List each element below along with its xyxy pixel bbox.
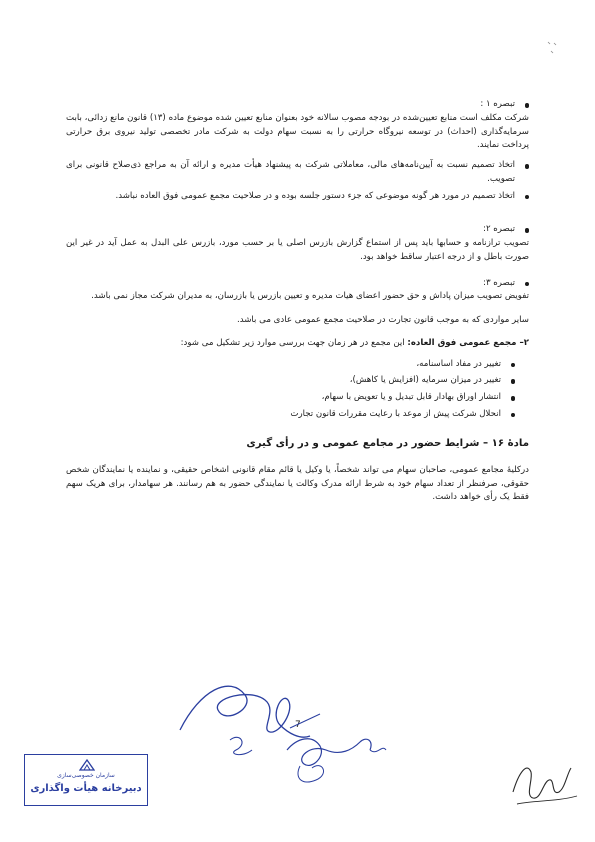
note-1-title: تبصره ۱ : [66, 98, 529, 112]
signature-3 [505, 752, 585, 812]
extraordinary-assembly-paragraph [66, 337, 529, 351]
document-body [66, 98, 529, 505]
note-1-body: شرکت مکلف است منابع تعیین‌شده در بودجه مصوب سالانه خود بعنوان منابع تعیین شده موضوع ماده (۱۳) قانون مانع زدائی، بابت سرمایه‌گذاری (احداث) در توسعه نیروگاه حرارتی را به نسبت سهام دولت به شرکت مادر تخصصی تولید نیروی برق حرارتی پرداخت نمایند. [66, 112, 529, 151]
other-items-text: سایر مواردی که به موجب قانون تجارت در صلاحیت مجمع عمومی عادی می باشد. [236, 315, 529, 325]
list-item: تغییر در میزان سرمایه (افزایش یا کاهش)، [66, 374, 515, 388]
list-item: انحلال شرکت پیش از موعد با رعایت مقررات قانون تجارت [66, 408, 515, 422]
list-item: تغییر در مفاد اساسنامه، [66, 358, 515, 372]
stamp-organization: سازمان خصوصی‌سازی [57, 772, 115, 779]
list-item-agenda-decisions: اتخاذ تصمیم در مورد هر گونه موضوعی که جزء دستور جلسه بوده و در صلاحیت مجمع عمومی فوق العاده نباشد. [66, 190, 529, 204]
stamp-department: دبیرخانه هیأت واگذاری [30, 783, 142, 794]
note-2-title: تبصره ۲: [66, 223, 529, 237]
note-2-body: تصویب ترازنامه و حسابها باید پس از استماع گزارش بازرس اصلی یا بر حسب مورد، بازرس علی البدل به عمل آید در غیر این صورت باطل و از درجه اعتبار ساقط خواهد بود. [66, 238, 529, 262]
margin-marks [545, 40, 559, 56]
article-16-heading: مادهٔ ۱۶ – شرایط حضور در مجامع عمومی و در رأی گیری [246, 437, 529, 449]
list-item: انتشار اوراق بهادار قابل تبدیل و یا تعویض با سهام، [66, 391, 515, 405]
official-stamp [24, 754, 148, 806]
extraordinary-assembly-intro: این مجمع در هر زمان جهت بررسی موارد زیر تشکیل می شود: [180, 337, 408, 348]
signature-2 [282, 720, 392, 790]
article-16-body: درکلیهٔ مجامع عمومی، صاحبان سهام می تواند شخصاً، یا وکیل یا قائم مقام قانونی اشخاص حقیقی، و نماینده یا نمایندگان شخص حقوقی، صرفنظر از تعداد سهام خود به شرط ارائه مدرک وکالت یا نمایندگی حضور به هم رسانند. هر سهامدار، برای هریک سهم فقط یک رأی خواهد داشت. [66, 464, 529, 503]
note-3-body: تفویض تصویب میزان پاداش و حق حضور اعضای هیات مدیره و تعیین بازرس یا بازرسان، به مدیران شرکت مجاز نمی باشد. [91, 291, 529, 302]
emblem-icon [79, 758, 95, 771]
list-item-financial-regulations: اتخاذ تصمیم نسبت به آیین‌نامه‌های مالی، معاملاتی شرکت به پیشنهاد هیأت مدیره و ارائه آن به مراجع ذی‌صلاح قانونی برای تصویب. [66, 159, 529, 187]
extraordinary-assembly-title: ۲– مجمع عمومی فوق العاده: [407, 337, 529, 348]
page-number: 7 [295, 720, 301, 730]
extraordinary-items-list [66, 358, 529, 422]
note-3-title: تبصره ۳: [66, 277, 529, 291]
